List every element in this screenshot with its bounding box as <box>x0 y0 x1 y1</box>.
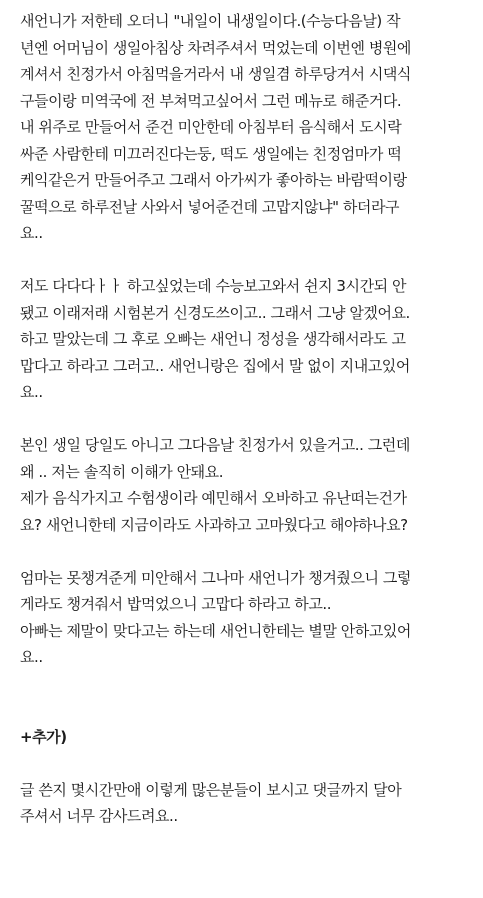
text-line: 아빠는 제말이 맞다고는 하는데 새언니한테는 별말 안하고있어 <box>20 621 411 640</box>
post-body <box>20 8 472 830</box>
text-line: 년엔 어머님이 생일아침상 차려주셔서 먹었는데 이번엔 병원에 <box>20 38 411 57</box>
text-line: 게라도 챙겨줘서 밥먹었으니 고맙다 하라고 하고.. <box>20 595 332 613</box>
text-line: 본인 생일 당일도 아니고 그다음날 친정가서 있을거고.. 그런데 <box>20 436 410 454</box>
text-line: 구들이랑 미역국에 전 부쳐먹고싶어서 그런 메뉴로 해준거다. <box>20 91 402 110</box>
text-line: 하고 말았는데 그 후로 오빠는 새언니 정성을 생각해서라도 고 <box>20 330 406 348</box>
paragraph-spacer <box>20 750 472 777</box>
text-line: 요? 새언니한테 지금이라도 사과하고 고마웠다고 해야하나요? <box>20 515 408 534</box>
addendum-heading: +추가) <box>20 727 67 746</box>
paragraph-addendum <box>20 777 472 830</box>
text-line: 요.. <box>20 383 43 401</box>
paragraph-spacer <box>20 671 472 724</box>
text-line: 싸준 사람한테 미끄러진다는둥, 떡도 생일에는 친정엄마가 떡 <box>20 144 402 163</box>
paragraph-spacer <box>20 406 472 433</box>
text-line: 저도 다다다ㅏㅏ 하고싶었는데 수능보고와서 쉰지 3시간되 안 <box>20 277 407 295</box>
text-line: 요.. <box>20 224 43 242</box>
paragraph-parents <box>20 565 472 671</box>
paragraph-spacer <box>20 247 472 274</box>
text-line: 꿀떡으로 하루전날 사와서 넣어준건데 고맙지않냐" 하더라구 <box>20 197 400 216</box>
text-line: 왜 .. 저는 솔직히 이해가 안돼요. <box>20 462 224 481</box>
text-line: 엄마는 못챙겨준게 미안해서 그나마 새언니가 챙겨줬으니 그렇 <box>20 568 411 587</box>
text-line: 됐고 이래저래 시험본거 신경도쓰이고.. 그래서 그냥 알겠어요. <box>20 303 410 322</box>
text-line: 요.. <box>20 648 43 666</box>
paragraph-question <box>20 432 472 538</box>
text-line: 주셔서 너무 감사드려요.. <box>20 807 178 825</box>
text-line: 맙다고 하라고 그러고.. 새언니랑은 집에서 말 없이 지내고있어 <box>20 356 410 375</box>
paragraph-my-reaction <box>20 273 472 406</box>
text-line: 케익같은거 만들어주고 그래서 아가씨가 좋아하는 바람떡이랑 <box>20 171 407 189</box>
text-line: 글 쓴지 몇시간만애 이렇게 많은분들이 보시고 댓글까지 달아 <box>20 780 402 799</box>
text-line: 제가 음식가지고 수험생이라 예민해서 오바하고 유난떠는건가 <box>20 489 407 507</box>
paragraph-spacer <box>20 538 472 565</box>
paragraph-birthday-story <box>20 8 472 247</box>
text-line: 계셔서 친정가서 아침먹을거라서 내 생일겸 하루당겨서 시댁식 <box>20 65 411 83</box>
text-line: 내 위주로 만들어서 준건 미안한데 아침부터 음식해서 도시락 <box>20 118 402 136</box>
text-line: 새언니가 저한테 오더니 "내일이 내생일이다.(수능다음날) 작 <box>20 12 401 30</box>
